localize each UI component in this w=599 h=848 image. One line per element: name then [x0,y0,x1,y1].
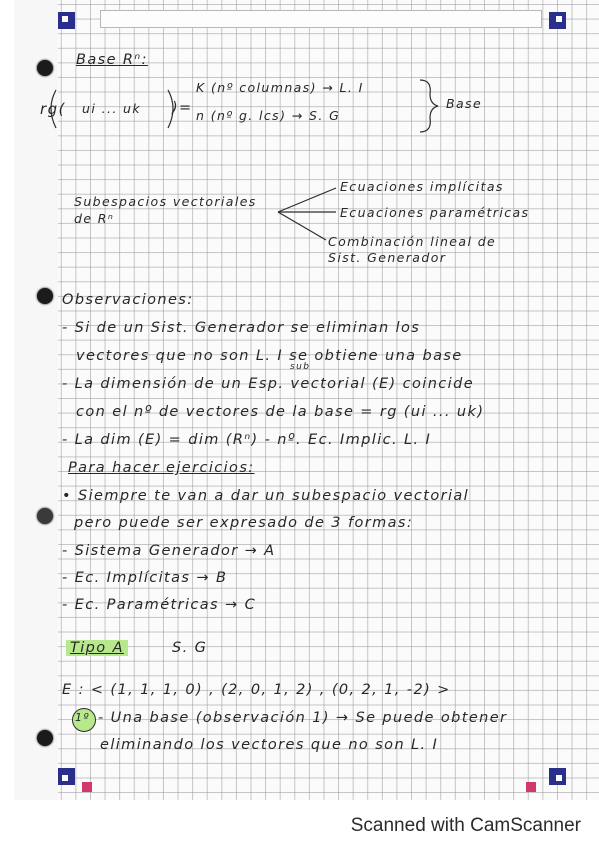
observation-1-line-1: - Si de un Sist. Generador se eliminan los [62,320,421,336]
scanner-watermark: Scanned with CamScanner [350,815,581,836]
rank-case-generators: n (nº g. lcs) → S. G [196,108,341,123]
scanner-footer [0,800,599,848]
type-a-label: Tipo A [66,640,128,656]
subspace-option-combination: Combinación lineal de [328,234,497,249]
rank-case-columns: K (nº columnas) → L. I [196,80,364,95]
exercise-form-b: - Ec. Implícitas → B [62,570,228,586]
rank-conclusion: Base [446,96,483,111]
observation-3: - La dim (E) = dim (Rⁿ) - nº. Ec. Implic. L. I [62,432,432,448]
branch-line-3 [278,212,326,240]
rank-vectors: ui ... uk [82,101,142,116]
subspace-option-implicit: Ecuaciones implícitas [340,179,504,194]
observation-2-line-1: - La dimensión de un Esp. vectorial (E) coincide [62,376,475,392]
title-base: Base Rⁿ: [76,52,148,68]
exercise-form-c: - Ec. Paramétricas → C [62,597,257,613]
exercise-form-a: - Sistema Generador → A [62,543,276,559]
subspaces-label-rn: de Rⁿ [74,211,115,226]
type-a-note: S. G [172,640,208,656]
observation-2-line-2: con el nº de vectores de la base = rg (ui ... uk) [76,404,485,420]
subspaces-label: Subespacios vectoriales [74,194,257,209]
set-definition: E : < (1, 1, 1, 0) , (2, 0, 1, 2) , (0, 2, 1, -2) > [62,682,451,698]
subspace-option-parametric: Ecuaciones paramétricas [340,205,530,220]
rank-suffix: )= [172,100,193,116]
branch-line-1 [278,188,336,212]
step-1-line-1: - Una base (observación 1) → Se puede obtener [98,710,508,726]
exercises-line-2: pero puede ser expresado de 3 formas: [74,515,414,531]
exercises-heading: Para hacer ejercicios: [68,460,255,476]
rank-prefix: rg( [40,100,66,118]
step-1-line-2: eliminando los vectores que no son L. I [100,737,439,753]
right-brace [420,80,438,132]
subspace-option-generator: Sist. Generador [328,250,447,265]
observation-2-superscript: sub [290,362,311,372]
step-number: 1º [75,711,90,724]
exercises-line-1: • Siempre te van a dar un subespacio vectorial [62,488,470,504]
observations-heading: Observaciones: [62,292,194,308]
observation-1-line-2: vectores que no son L. I se obtiene una base [76,348,463,364]
